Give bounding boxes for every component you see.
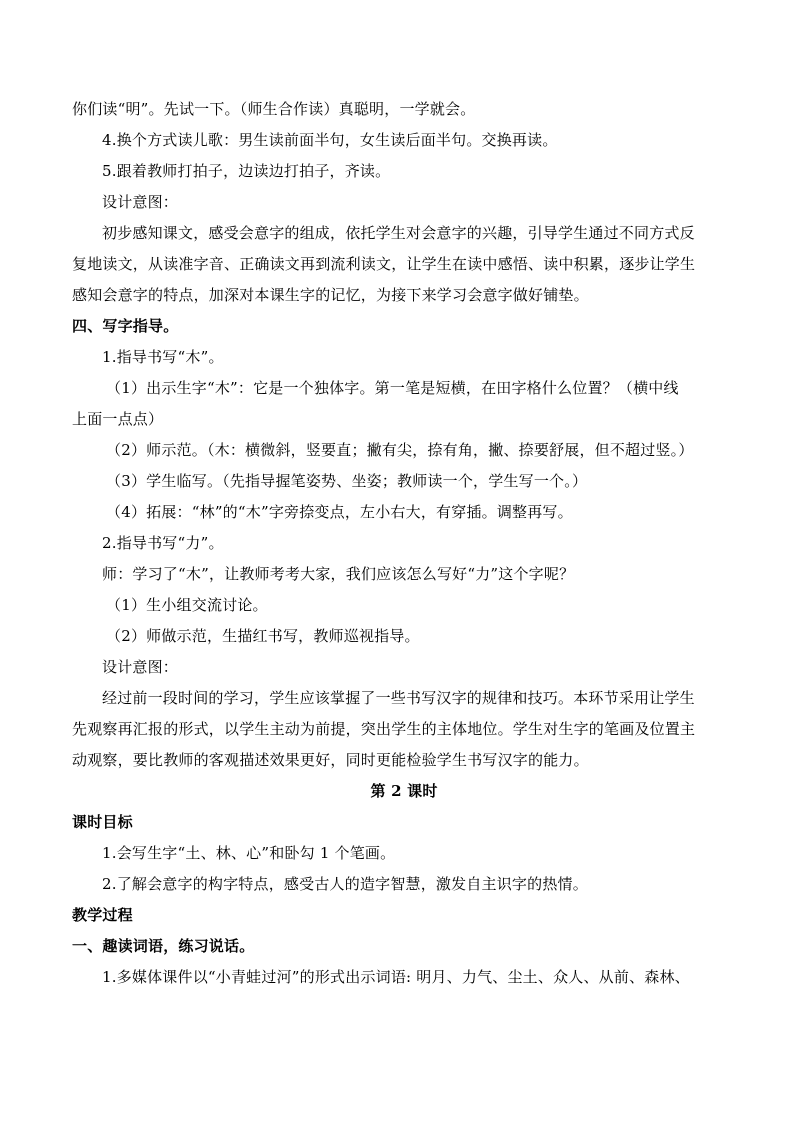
design-intent-label: 设计意图： [102, 193, 179, 211]
text-line: 你们读“明”。先试一下。（师生合作读）真聪明，一学就会。 [72, 100, 476, 118]
section-heading: 一、趣读词语，练习说话。 [72, 937, 255, 955]
text-line: 复地读文，从读准字音、正确读文再到流利读文，让学生在读中感悟、读中积累，逐步让学生 [72, 255, 696, 273]
text-line: （2）师做示范，生描红书写，教师巡视指导。 [106, 627, 420, 645]
document-page [72, 94, 736, 993]
section-heading: 教学过程 [72, 906, 133, 924]
text-line: 1.多媒体课件以“小青蛙过河”的形式出示词语: 明月、力气、尘土、众人、从前、森林、 [102, 968, 690, 986]
text-line: （1）生小组交流讨论。 [106, 596, 268, 614]
text-line: （1）出示生字“木”：它是一个独体字。第一笔是短横，在田字格什么位置？（横中线 [106, 379, 679, 397]
text-line: 2.指导书写“力”。 [102, 534, 224, 552]
section-heading: 课时目标 [72, 813, 133, 831]
text-line: 经过前一段时间的学习，学生应该掌握了一些书写汉字的规律和技巧。本环节采用让学生 [102, 689, 695, 707]
text-line: 先观察再汇报的形式，以学生主动为前提，突出学生的主体地位。学生对生字的笔画及位置主 [72, 720, 696, 738]
text-line: （4）拓展：“林”的“木”字旁捺变点，左小右大，有穿插。调整再写。 [106, 503, 573, 521]
section-heading: 四、写字指导。 [72, 317, 179, 335]
text-line: 1.会写生字“土、林、心”和卧勾 1 个笔画。 [102, 844, 396, 862]
text-line: （2）师示范。（木：横微斜，竖要直；撇有尖，捺有角，撇、捺要舒展，但不超过竖。） [106, 441, 694, 459]
text-line: 初步感知课文，感受会意字的组成，依托学生对会意字的兴趣，引导学生通过不同方式反 [102, 224, 695, 242]
design-intent-label: 设计意图： [102, 658, 179, 676]
lesson-title: 第 2 课时 [370, 782, 438, 800]
text-line: 动观察，要比教师的客观描述效果更好，同时更能检验学生书写汉字的能力。 [72, 751, 589, 769]
text-line: 上面一点点） [72, 410, 164, 428]
text-line: 1.指导书写“木”。 [102, 348, 224, 366]
text-line: 感知会意字的特点，加深对本课生字的记忆，为接下来学习会意字做好铺垫。 [72, 286, 589, 304]
text-line: 师：学习了“木”，让教师考考大家，我们应该怎么写好“力”这个字呢？ [102, 565, 575, 583]
text-line: （3）学生临写。（先指导握笔姿势、坐姿；教师读一个，学生写一个。） [106, 472, 588, 490]
text-line: 5.跟着教师打拍子，边读边打拍子，齐读。 [102, 162, 391, 180]
text-line: 2.了解会意字的构字特点，感受古人的造字智慧，激发自主识字的热情。 [102, 875, 588, 893]
text-line: 4.换个方式读儿歌：男生读前面半句，女生读后面半句。交换再读。 [102, 131, 558, 149]
